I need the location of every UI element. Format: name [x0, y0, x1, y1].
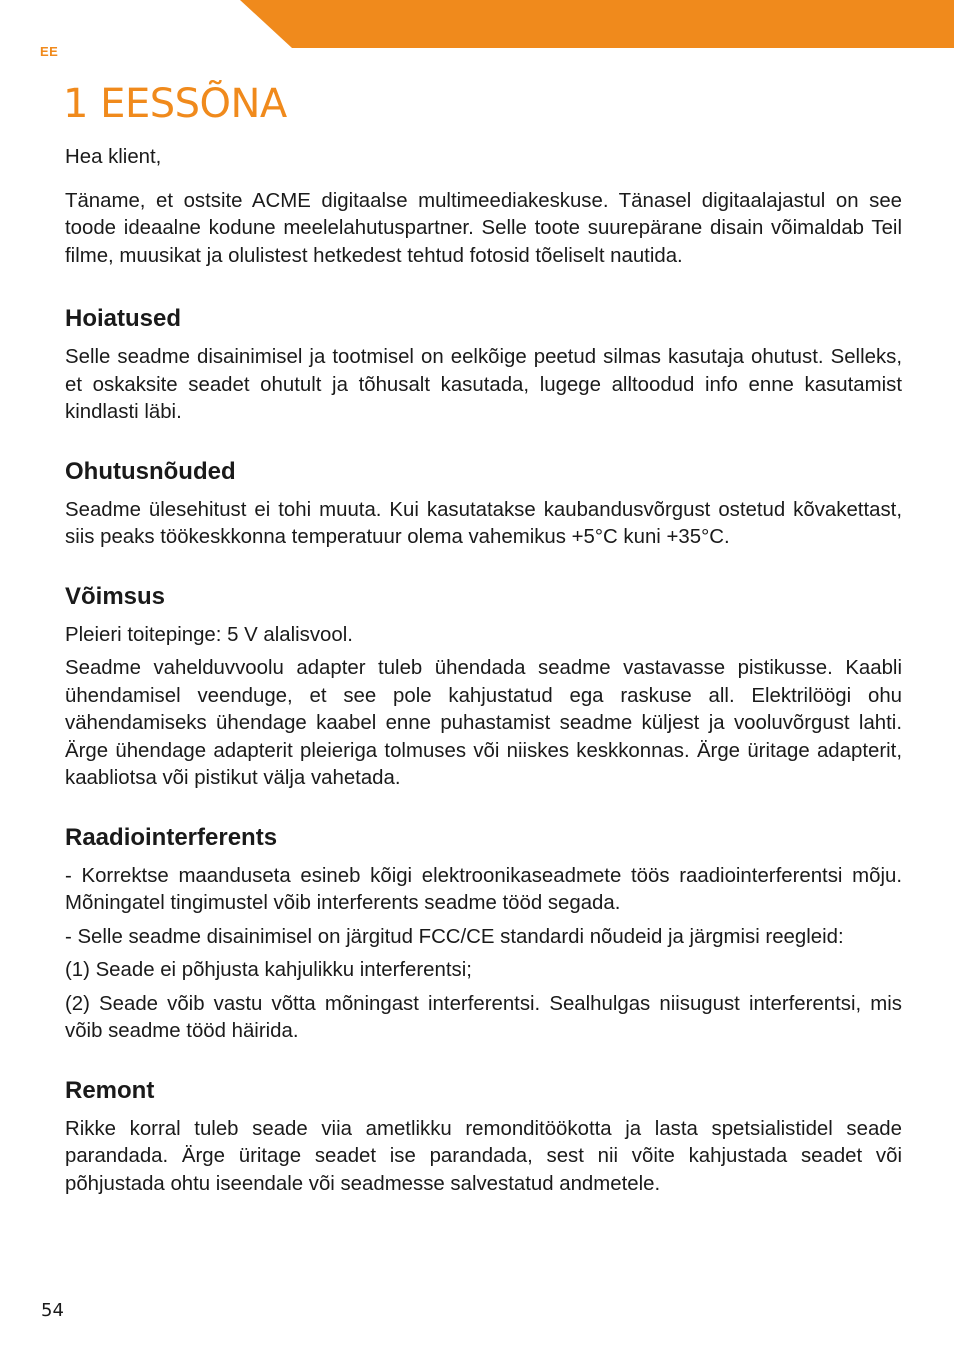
chapter-title: 1 EESSÕNA	[63, 81, 287, 127]
section-heading-repair: Remont	[65, 1076, 155, 1104]
section-text: Seadme vahelduvvoolu adapter tuleb ühendada seadme vastavasse pistikusse. Kaabli ühendamisel veenduge, et see pole kahjustatud ega raskuse all. Elektrilöögi ohu vähendamiseks ühendage kaabel enne puhastamist seadme küljest ja vooluvõrgust lahti. Ärge ühendage adapterit pleieriga tolmuses või niiskes keskkonnas. Ärge üritage adapterit, kaabliotsa või pistikut välja vahetada.	[65, 657, 902, 789]
section-heading-safety: Ohutusnõuded	[65, 457, 236, 485]
language-code: EE	[40, 44, 59, 59]
section-text: (1) Seade ei põhjusta kahjulikku interferentsi;	[65, 959, 472, 981]
section-text: Selle seadme disainimisel ja tootmisel on eelkõige peetud silmas kasutaja ohutust. Selleks, et oskaksite seadet ohutult ja tõhusalt kasutada, lugege alltoodud info enne kasutamist kindlasti läbi.	[65, 346, 902, 423]
greeting: Hea klient,	[65, 146, 162, 168]
section-text: Pleieri toitepinge: 5 V alalisvool.	[65, 623, 353, 646]
header-accent-band	[0, 0, 954, 48]
page-content	[65, 144, 902, 1198]
section-heading-power: Võimsus	[65, 582, 166, 610]
section-text: - Korrektse maanduseta esineb kõigi elektroonikaseadmete töös raadiointerferentsi mõju. Mõningatel tingimustel võib interferents seadme tööd segada.	[65, 864, 902, 914]
section-text: Seadme ülesehitust ei tohi muuta. Kui kasutatakse kaubandusvõrgust ostetud kõvakettast, siis peaks töökeskkonna temperatuur olema vahemikus +5°C kuni +35°C.	[65, 498, 902, 548]
section-text: (2) Seade võib vastu võtta mõningast interferentsi. Sealhulgas niisugust interferentsi, mis võib seadme tööd häirida.	[65, 992, 902, 1042]
section-heading-warnings: Hoiatused	[65, 305, 182, 332]
section-text: - Selle seadme disainimisel on järgitud FCC/CE standardi nõudeid ja järgmisi reegleid:	[65, 925, 844, 948]
page-number: 54	[41, 1300, 64, 1321]
intro-paragraph: Täname, et ostsite ACME digitaalse multimeediakeskuse. Tänasel digitaalajastul on see toode ideaalne kodune meelelahutuspartner. Selle toote suurepärane disain võimaldab Teil filme, muusikat ja olulistest hetkedest tehtud fotosid tõeliselt nautida.	[65, 189, 902, 267]
section-heading-radio-interference: Raadiointerferents	[65, 823, 278, 851]
section-text: Rikke korral tuleb seade viia ametlikku remonditöökotta ja lasta spetsialistidel seade parandada. Ärge üritage seadet ise parandada, sest nii võite kahjustada seadet või põhjustada ohtu iseendale või seadmesse salvestatud andmetele.	[65, 1117, 902, 1195]
